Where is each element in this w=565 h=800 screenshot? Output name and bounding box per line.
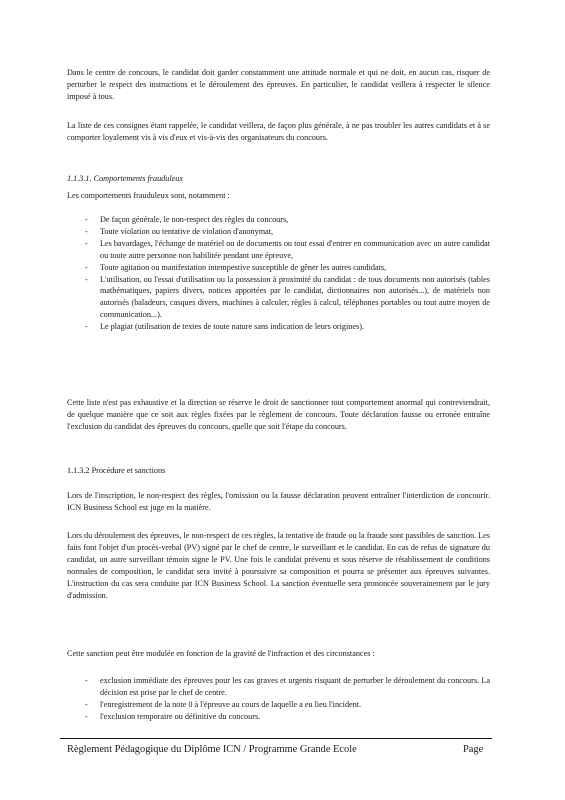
list-item: - Toute violation ou tentative de violation d'anonymat,	[85, 226, 274, 236]
list-item: - Les bavardages, l'échange de matériel ou de documents ou tout essai d'entrer en communication avec un autre candidat ou toute autre personne non habilitée pendant une épreuve,	[85, 238, 490, 260]
paragraph-inscription: Lors de l'inscription, le non-respect des règles, l'omission ou la fausse déclaration peuvent entraîner l'interdiction de concourir. ICN Business School est juge en la matière.	[67, 491, 490, 512]
footer-page-label: Page	[463, 744, 484, 755]
section-heading-comportements: 1.1.3.1. Comportements frauduleux	[67, 174, 183, 183]
list-item: - l'exclusion temporaire ou définitive du concours.	[85, 711, 261, 721]
bullet-marker: -	[85, 322, 88, 332]
paragraph-comportements-intro: Les comportements frauduleux sont, notamment :	[67, 191, 230, 200]
paragraph-deroulement: Lors du déroulement des épreuves, le non-respect de ces règles, la tentative de fraude ou la fraude sont passibles de sanction. Les faits font l'objet d'un procès-verbal (PV) signé par le chef de centre, le surveillant et le candidat. En cas de refus de signature du candidat, un autre surveillant témoin signe le PV. Une fois le candidat prévenu et sous réserve de rétablissement de conditions normales de composition, le candidat sera invité à poursuivre sa composition et pourra se présenter aux épreuves suivantes. L'instruction du cas sera conduite par ICN Business School. La sanction éventuelle sera prononcée souverainement par le jury d'admission.	[67, 531, 490, 600]
list-item: - Toute agitation ou manifestation intempestive susceptible de gêner les autres candidats,	[85, 262, 387, 272]
section-heading-procedure: 1.1.3.2 Procédure et sanctions	[67, 466, 166, 475]
paragraph-attitude: Dans le centre de concours, le candidat doit garder constamment une attitude normale et qui ne doit, en aucun cas, risquer de perturber le respect des instructions et le déroulement des épreuves. En particulier, le candidat veillera à respecter le silence imposé à tous.	[67, 68, 490, 101]
list-item: - L'utilisation, ou l'essai d'utilisation ou la possession à proximité du candidat : de tous documents non autorisés (tables mathématiques, papiers divers, notices apportées par le candidat, dictionnaires non autorisés...), de matériels non autorisés (baladeurs, casques divers, machines à calculer, règles à calcul, téléphones portables ou tout autre moyen de communication...).	[85, 274, 490, 320]
bullet-marker: -	[85, 262, 88, 272]
bullet-marker: -	[85, 238, 88, 248]
paragraph-consignes: La liste de ces consignes étant rappelée, le candidat veillera, de façon plus générale, à ne pas troubler les autres candidats et à se comporter loyalement vis à vis d'eux et vis-à-vis des organisateurs du concours.	[67, 121, 490, 142]
fraud-behaviors-list	[67, 214, 490, 333]
footer-divider	[60, 738, 492, 739]
bullet-marker: -	[85, 711, 88, 721]
paragraph-sanction-modulee: Cette sanction peut être modulée en fonction de la gravité de l'infraction et des circonstances :	[67, 649, 375, 658]
bullet-marker: -	[85, 215, 88, 224]
bullet-marker: -	[85, 699, 88, 709]
list-item: - Le plagiat (utilisation de textes de toute nature sans indication de leurs origines).	[85, 322, 364, 332]
footer-title: Règlement Pédagogique du Diplôme ICN / Programme Grande Ecole	[67, 744, 357, 755]
list-item: - l'enregistrement de la note 0 à l'épreuve au cours de laquelle a eu lieu l'incident.	[85, 699, 362, 709]
list-item: - exclusion immédiate des épreuves pour les cas graves et urgents risquant de perturber le déroulement du concours. La décision est prise par le chef de centre.	[85, 676, 490, 697]
list-item: - De façon générale, le non-respect des règles du concours,	[85, 215, 289, 224]
bullet-marker: -	[85, 676, 88, 685]
bullet-marker: -	[85, 226, 88, 236]
bullet-marker: -	[85, 274, 88, 284]
sanctions-list	[67, 675, 490, 723]
paragraph-liste-non-exhaustive: Cette liste n'est pas exhaustive et la direction se réserve le droit de sanctionner tout comportement anormal qui contreviendrait, de quelque manière que ce soit aux règles fixées par le règlement de concours. Toute déclaration fausse ou erronée entraîne l'exclusion du candidat des épreuves du concours, quelle que soit l'étape du concours.	[67, 398, 490, 431]
